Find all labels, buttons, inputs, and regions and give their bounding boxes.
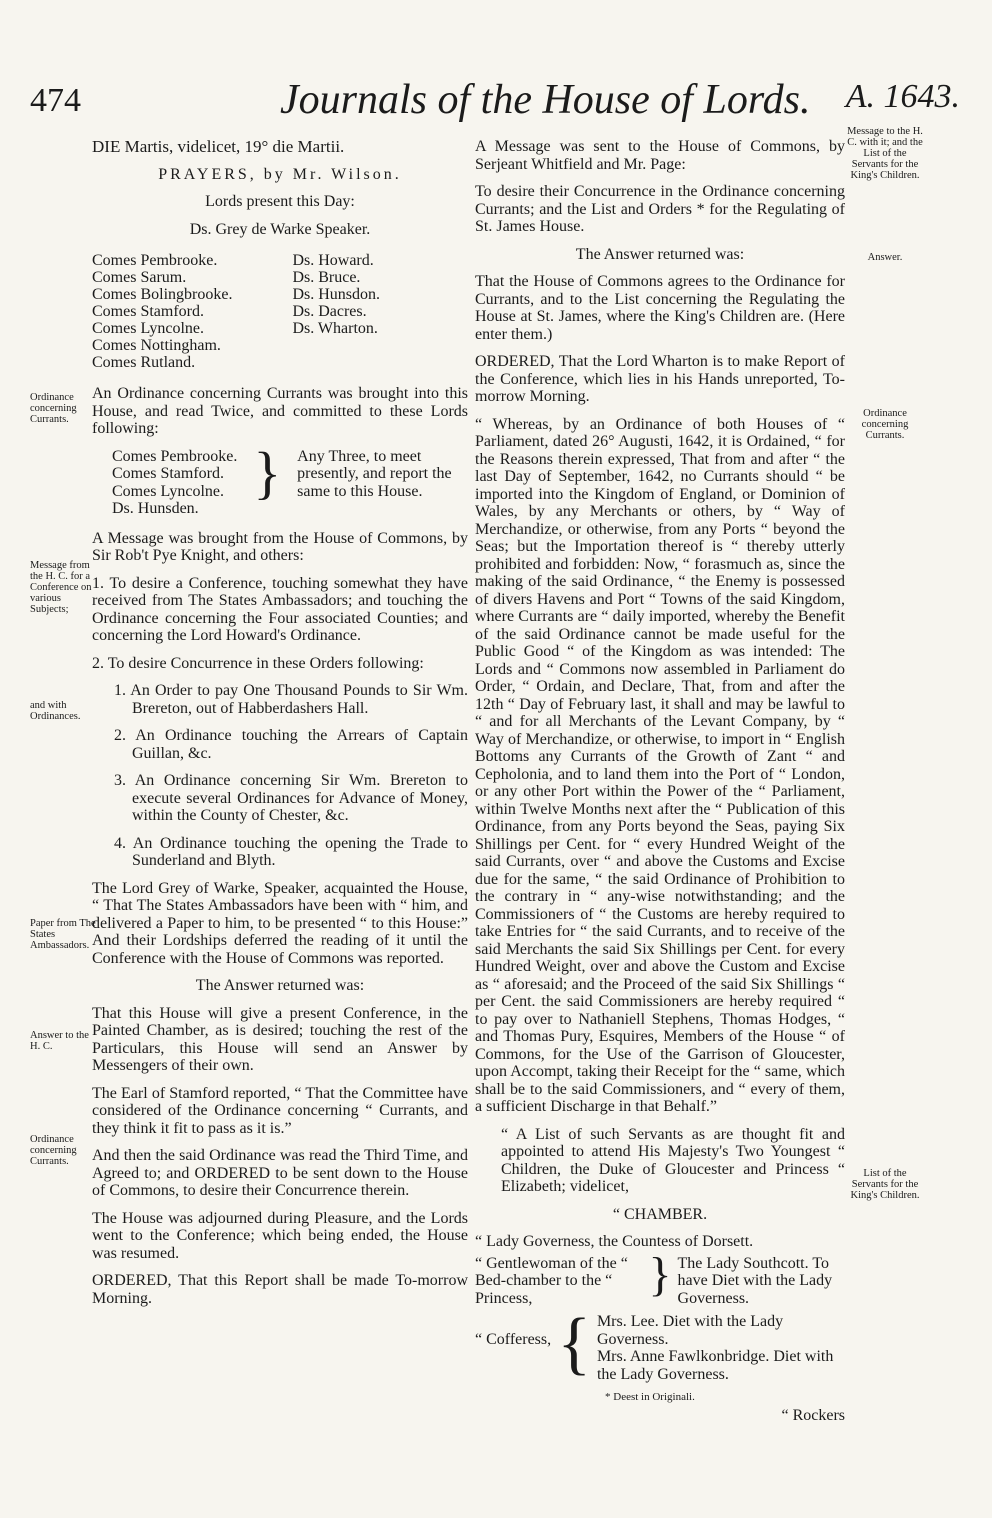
prayers-line: PRAYERS, by Mr. Wilson. — [158, 165, 402, 183]
paragraph: 1. To desire a Conference, touching somewhat they have received from The States Ambassadors; and touching the Ordinance concerning the Four associated Counties; and concerning the Lord Howard's Ordinance. — [92, 574, 468, 644]
list-item: Comes Pembrooke. — [92, 252, 218, 269]
cofferess-row — [475, 1305, 845, 1383]
paragraph: That this House will give a present Conference, in the Painted Chamber, as is desired; touching the rest of the Particulars, this House will send an Answer by Messengers of their own. — [92, 1004, 468, 1074]
lords-present-heading: Lords present this Day: — [205, 193, 355, 210]
brace-glyph: { — [557, 1305, 591, 1382]
list-item: Ds. Bruce. — [292, 269, 361, 286]
list-item: Ds. Dacres. — [292, 303, 367, 320]
catchword: “ Rockers — [781, 1406, 845, 1424]
margin-note: Ordinance concerning Currants. — [30, 1134, 77, 1167]
list-item: Comes Sarum. — [92, 269, 187, 286]
committee-block — [112, 439, 468, 518]
margin-note: Message from the H. C. for a Conference on various Subjects; — [30, 560, 92, 615]
domini-list — [292, 252, 380, 371]
list-item: 2. An Ordinance touching the Arrears of Captain Guillan, &c. — [114, 727, 468, 762]
list-item: Comes Nottingham. — [92, 337, 221, 354]
comites-list — [92, 252, 232, 371]
paragraph: That the House of Commons agrees to the Ordinance for Currants, and to the List concerning the Regulating the House at St. James, where the King's Children are. (Here enter them.) — [475, 273, 845, 343]
list-item: Ds. Hunsden. — [112, 500, 199, 517]
list-item: 1. An Order to pay One Thousand Pounds to Sir Wm. Brereton, out of Habberdashers Hall. — [114, 682, 468, 717]
margin-note: List of the Servants for the King's Children. — [850, 1168, 920, 1201]
paragraph: To desire their Concurrence in the Ordinance concerning Currants; and the List and Orders * for the Regulating of St. James House. — [475, 183, 845, 235]
gentlewoman-label: “ Gentlewoman of the “ Bed-chamber to the “ Princess, — [475, 1254, 628, 1307]
committee-list — [112, 448, 237, 518]
brace-glyph: } — [253, 439, 282, 505]
page-number: 474 — [30, 82, 81, 119]
paragraph: 2. To desire Concurrence in these Orders following: — [92, 654, 424, 672]
cofferess-item: Mrs. Lee. Diet with the Lady Governess. — [596, 1313, 784, 1348]
margin-note: Ordinance concerning Currants. — [30, 392, 77, 425]
left-column — [92, 138, 468, 1317]
margin-note: Paper from The States Ambassadors. — [30, 918, 96, 951]
paragraph: The Earl of Stamford reported, “ That the Committee have considered of the Ordinance concerning “ Currants, and they think it fit to pass as it is.” — [92, 1084, 468, 1137]
paragraph: A Message was brought from the House of Commons, by Sir Rob't Pye Knight, and others: — [92, 529, 468, 564]
answer-heading: The Answer returned was: — [575, 245, 745, 263]
paragraph: The Lord Grey of Warke, Speaker, acquainted the House, “ That The States Ambassadors have been with “ him, and delivered a Paper to him, to be presented “ to this House:” And their Lordships deferred the reading of it until the Conference with the House of Commons was reported. — [92, 879, 468, 967]
ordinance-text: “ Whereas, by an Ordinance of both Houses of “ Parliament, dated 26° Augusti, 1642, it is Ordained, “ for the Reasons therein expressed, That from and after “ the last Day of September, 1642, no Currants should “ be imported into the Kingdom of England, or Dominion of Wales, by any Merchants or others, by “ Way of Merchandize, or otherwise, from any Ports “ beyond the Seas; but the Importation thereof is “ thereby utterly prohibited and forbidden: Now, “ forasmuch as, since the making of the said Ordinance, “ the Enemy is possessed of divers Havens and Port “ Towns of the said Kingdom, where Currants are “ daily imported, whereby the Benefit of the said Ordinance cannot be made useful for the Public Good “ of the Kingdom as was intended: The Lords and “ Commons now assembled in Parliament do Order, “ Ordain, and Declare, That, from and after the 12th “ Day of February last, it shall and may be lawful to “ and for all Merchants of the Levant Company, by “ Way of Merchandize, or otherwise, to import in “ English Bottoms any Currants of the Growth of Zant “ and Cepholonia, and to land them into the Port of “ London, or any other Port within the Power of the “ Parliament, within Twelve Months next after the “ Publication of this Ordinance, from any Ports beyond the Seas, paying Six Shillings per Cent. for “ every Hundred Weight of the said Currants, over “ and above the Customs and Excise due for the same, “ the said Ordinance of Prohibition to the contrary in “ any-wise notwithstanding; and the Commissioners of “ the Customs are hereby required to take Entries for “ the said Currants, and to receive of the said Merchants the said Six Shillings per Cent. for every Hundred Weight, over and above the Custom and Excise as “ aforesaid; and the Proceed of the said Six Shillings “ per Cent. the said Commissioners are hereby required “ to pay over to Nathaniell Stephens, Thomas Hodges, “ and Thomas Pury, Esquires, Members of the House “ of Commons, for the Use of the Garrison of Gloucester, upon Accompt, taking their Receipt for the “ same, which shall be to the said Commissioners, and “ every of them, a sufficient Discharge in that Behalf.” — [475, 415, 845, 1115]
committee-note: Any Three, to meet presently, and report the same to this House. — [297, 447, 452, 500]
paragraph: “ A List of such Servants as are thought fit and appointed to attend His Majesty's Two Youngest “ Children, the Duke of Gloucester and Princess “ Elizabeth; videlicet, — [501, 1125, 845, 1195]
page-title: Journals of the House of Lords. — [280, 77, 811, 123]
date-line: DIE Martis, videlicet, 19° die Martii. — [92, 137, 345, 156]
paragraph: “ Lady Governess, the Countess of Dorsett. — [475, 1233, 754, 1250]
paragraph: ORDERED, That the Lord Wharton is to make Report of the Conference, which lies in his Hands unreported, To-morrow Morning. — [475, 353, 845, 405]
gentlewoman-row — [475, 1247, 845, 1308]
paragraph: A Message was sent to the House of Commons, by Serjeant Whitfield and Mr. Page: — [475, 138, 845, 173]
list-item: Comes Lyncolne. — [112, 482, 224, 500]
speaker-line: Ds. Grey de Warke Speaker. — [189, 220, 371, 238]
chamber-heading: “ CHAMBER. — [612, 1205, 708, 1223]
margin-note: and with Ordinances. — [30, 700, 81, 722]
list-item: Comes Bolingbrooke. — [92, 286, 233, 303]
list-item: Comes Rutland. — [92, 354, 196, 371]
page-header — [30, 74, 960, 124]
paragraph: The House was adjourned during Pleasure, and the Lords went to the Conference; which being ended, the House was resumed. — [92, 1209, 468, 1262]
list-item: 3. An Ordinance concerning Sir Wm. Brereton to execute several Ordinances for Advance of Money, within the County of Chester, &c. — [114, 772, 468, 824]
right-column — [475, 138, 845, 1424]
margin-note: Ordinance concerning Currants. — [861, 408, 909, 441]
list-item: Ds. Howard. — [292, 252, 374, 269]
paragraph: An Ordinance concerning Currants was brought into this House, and read Twice, and committed to these Lords following: — [92, 385, 468, 437]
list-item: Comes Pembrooke. — [112, 447, 238, 465]
margin-note: Answer to the H. C. — [30, 1030, 89, 1052]
paragraph: ORDERED, That this Report shall be made To-morrow Morning. — [92, 1272, 468, 1307]
footnote: * Deest in Originali. — [605, 1391, 695, 1403]
list-item: Comes Stamford. — [92, 303, 204, 320]
list-item: Comes Stamford. — [112, 465, 224, 482]
answer-heading: The Answer returned was: — [195, 977, 365, 994]
margin-note: Answer. — [867, 252, 903, 263]
list-item: Ds. Wharton. — [292, 320, 378, 337]
paragraph: And then the said Ordinance was read the Third Time, and Agreed to; and ORDERED to be sent down to the House of Commons, to desire their Concurrence therein. — [92, 1147, 468, 1199]
list-item: Comes Lyncolne. — [92, 320, 204, 337]
cofferess-label: “ Cofferess, — [475, 1331, 552, 1348]
margin-note: Message to the H. C. with it; and the List of the Servants for the King's Children. — [847, 126, 923, 181]
list-item: Ds. Hunsdon. — [292, 286, 380, 303]
page-year: A. 1643. — [845, 78, 960, 115]
cofferess-item: Mrs. Anne Fawlkonbridge. Diet with the Lady Governess. — [596, 1348, 834, 1383]
lords-list — [92, 252, 468, 371]
gentlewoman-value: The Lady Southcott. To have Diet with the Lady Governess. — [677, 1254, 833, 1307]
list-item: 4. An Ordinance touching the opening the Trade to Sunderland and Blyth. — [114, 834, 468, 869]
brace-glyph: } — [648, 1247, 672, 1301]
